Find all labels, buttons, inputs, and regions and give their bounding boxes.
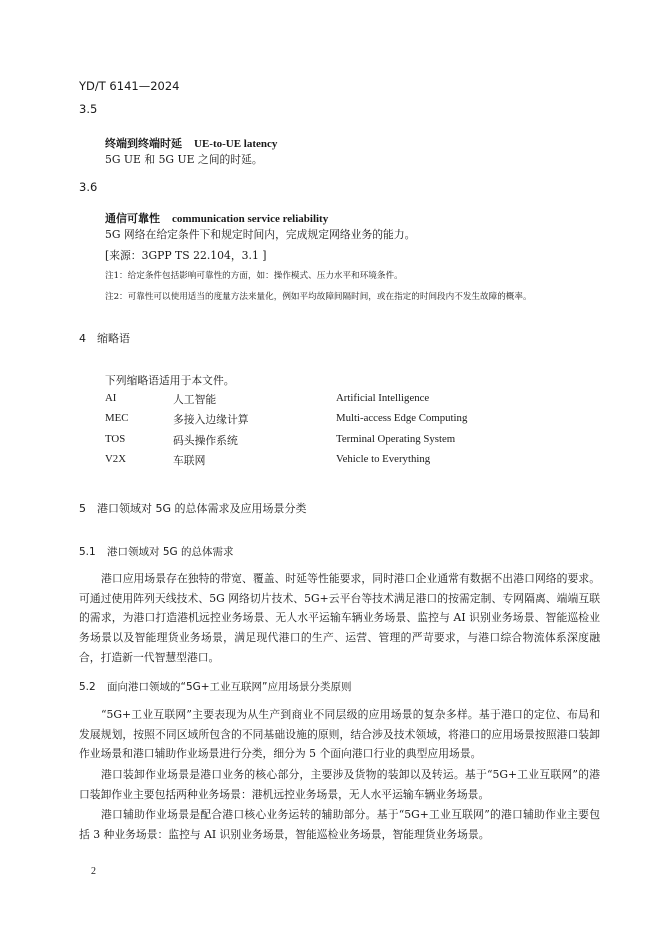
abbr-code: AI xyxy=(105,392,117,404)
document-id-header: YD/T 6141—2024 xyxy=(79,79,180,93)
abbr-zh: 车联网 xyxy=(173,453,206,467)
term-note-2: 注2：可靠性可以使用适当的度量方法来量化，例如平均故障间隔时间，或在指定的时间段内不发生故障的概率。 xyxy=(105,292,532,302)
page-number: 2 xyxy=(91,866,96,877)
term-note-1: 注1：给定条件包括影响可靠性的方面，如：操作模式、压力水平和环境条件。 xyxy=(105,271,403,281)
abbr-en: Artificial Intelligence xyxy=(336,392,430,404)
section-title: 缩略语 xyxy=(97,332,130,345)
term-zh: 终端到终端时延 xyxy=(105,137,182,150)
subsection-number: 5.2 xyxy=(79,681,96,693)
section-number: 5 xyxy=(79,502,86,515)
abbr-en: Vehicle to Everything xyxy=(336,452,431,465)
clause-number-3-6: 3.6 xyxy=(79,180,98,194)
subsection-title: 面向港口领域的“5G+工业互联网”应用场景分类原则 xyxy=(107,681,352,693)
subsection-number: 5.1 xyxy=(79,546,96,558)
abbr-zh: 人工智能 xyxy=(173,393,217,406)
term-definition-3-5: 5G UE 和 5G UE 之间的时延。 xyxy=(105,153,263,166)
clause-number-3-5: 3.5 xyxy=(79,102,98,116)
paragraph-5-2-2: 港口装卸作业场景是港口业务的核心部分，主要涉及货物的装卸以及转运。基于“5G+工业互联网”的港口装卸作业主要包括两种业务场景：港机远控业务场景，无人水平运输车辆业务场景。 xyxy=(79,768,600,801)
abbr-en: Terminal Operating System xyxy=(336,432,456,445)
abbr-zh: 多接入边缘计算 xyxy=(173,413,249,427)
section-4-heading xyxy=(79,330,130,346)
term-en: communication service reliability xyxy=(172,213,329,225)
abbr-code: TOS xyxy=(105,432,126,445)
subsection-title: 港口领域对 5G 的总体需求 xyxy=(107,546,234,558)
abbreviation-intro: 下列缩略语适用于本文件。 xyxy=(105,374,235,387)
term-definition-3-6: 5G 网络在给定条件下和规定时间内，完成规定网络业务的能力。 xyxy=(105,228,416,241)
subsection-5-1-heading xyxy=(79,544,234,559)
subsection-5-2-heading xyxy=(79,679,352,694)
section-5-heading xyxy=(79,500,307,516)
paragraph-5-1: 港口应用场景存在独特的带宽、覆盖、时延等性能要求，同时港口企业通常有数据不出港口网络的要求。可通过使用阵列天线技术、5G 网络切片技术、5G+云平台等技术满足港口的按需定制、专网隔离、端端互联的需求，为港口打造港机远控业务场景、无人水平运输车辆业务场景、监控与 AI 识别业务场景、智能巡检业务场景以及智能理货业务场景，满足现代港口的生产、运营、管理的严苛要求，与港口综合物流体系深度融合，打造新一代智慧型港口。 xyxy=(79,572,600,664)
abbr-zh: 码头操作系统 xyxy=(173,433,238,447)
term-heading-3-5 xyxy=(105,132,277,151)
abbr-en: Multi-access Edge Computing xyxy=(336,412,468,425)
term-heading-3-6 xyxy=(105,207,328,226)
term-source-3-6: [来源：3GPP TS 22.104，3.1 ] xyxy=(105,249,267,262)
abbr-code: MEC xyxy=(105,412,129,425)
term-en: UE-to-UE latency xyxy=(194,138,278,150)
term-zh: 通信可靠性 xyxy=(105,212,160,225)
section-number: 4 xyxy=(79,332,86,345)
section-title: 港口领域对 5G 的总体需求及应用场景分类 xyxy=(97,502,307,515)
paragraph-5-2-1: “5G+工业互联网”主要表现为从生产到商业不同层级的应用场景的复杂多样。基于港口的定位、布局和发展规划，按照不同区域所包含的不同基础设施的原则，结合涉及技术领域，将港口的应用场景按照港口装卸作业场景和港口辅助作业场景进行分类，细分为 5 个面向港口行业的典型应用场景。 xyxy=(79,708,600,761)
abbr-code: V2X xyxy=(105,452,126,465)
paragraph-5-2-3: 港口辅助作业场景是配合港口核心业务运转的辅助部分。基于“5G+工业互联网”的港口辅助作业主要包括 3 种业务场景：监控与 AI 识别业务场景，智能巡检业务场景，智能理货业务场景。 xyxy=(79,808,600,841)
